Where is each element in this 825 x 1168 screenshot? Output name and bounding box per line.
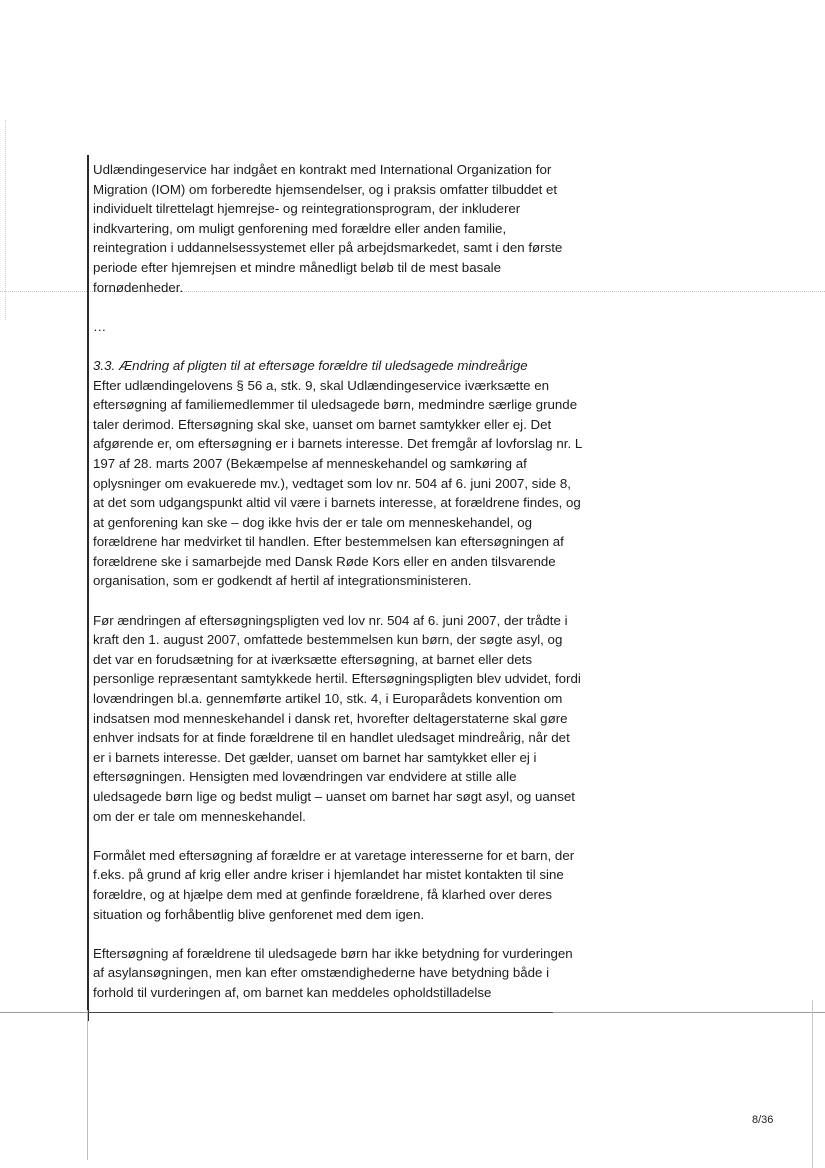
paragraph-search-obligation: Efter udlændingelovens § 56 a, stk. 9, skal Udlændingeservice iværksætte en eftersøgning af familiemedlemmer til uledsagede børn, medmindre særlige grunde taler derimod. Eftersøgning skal ske, uanset om barnet samtykker eller ej. Det afgørende er, om eftersøgning er i barnets interesse. Det fremgår af lovforslag nr. L 197 af 28. marts 2007 (Bekæmpelse af menneskehandel og samkøring af oplysninger om evakuerede mv.), vedtaget som lov nr. 504 af 6. juni 2007, side 8, at det som udgangspunkt altid vil være i barnets interesse, at forældrene findes, og at genforening kan ske – dog ikke hvis der er tale om menneskehandel, og forældrene har medvirket til handlen. Efter bestemmelsen kan eftersøgningen af forældrene ske i samarbejde med Dansk Røde Kors eller en anden tilsvarende organisation, som er godkendt af hertil af integrationsministeren. (93, 377, 582, 589)
page-number: 8/36 (752, 1114, 774, 1126)
section-heading: 3.3. Ændring af pligten til at eftersøge forældre til uledsagede mindreårige (93, 357, 528, 373)
paragraph-law-change: Før ændringen af eftersøgningspligten ved lov nr. 504 af 6. juni 2007, der trådte i kraft den 1. august 2007, omfattede bestemmelsen kun børn, der søgte asyl, og det var en forudsætning for at iværksætte eftersøgning, at barnet eller dets personlige repræsentant samtykkede hertil. Eftersøgningspligten blev udvidet, fordi lovændringen bl.a. gennemførte artikel 10, stk. 4, i Europarådets konvention om indsatsen mod menneskehandel i dansk ret, hvorefter deltagerstaterne skal gøre enhver indsats for at finde forældrene til en handlet uledsaget mindreårig, når det er i barnets interesse. Det gælder, uanset om barnet har samtykket eller ej i eftersøgningen. Hensigten med lovændringen var endvidere at stille alle uledsagede børn lige og bedst muligt – uanset om barnet har søgt asyl, og uanset om der er tale om menneskehandel. (93, 612, 581, 824)
lower-margin-rule (87, 1010, 88, 1160)
scan-left-edge (5, 120, 6, 320)
omission-ellipsis: … (93, 318, 107, 334)
strikethrough-line (88, 1012, 553, 1013)
paragraph-iom-contract: Udlændingeservice har indgået en kontrakt med International Organization for Migration (IOM) om forberedte hjemsendelser, og i praksis omfatter tilbuddet et individuelt tilrettelagt hjemrejse- og reintegrationsprogram, der inkluderer indkvartering, om muligt genforening med forældre eller anden familie, reintegration i uddannelsessystemet eller på arbejdsmarkedet, samt i den første periode efter hjemrejsen et mindre månedligt beløb til de mest basale fornødenheder. (93, 162, 563, 295)
paragraph-asylum-assessment: Eftersøgning af forældrene til uledsagede børn har ikke betydning for vurderingen af asylansøgningen, men kan efter omstændighederne have betydning både i forhold til vurderingen af, om barnet kan meddeles opholdstilladelse (93, 945, 573, 1000)
margin-rule (87, 155, 89, 1021)
paragraph-purpose: Formålet med eftersøgning af forældre er at varetage interesserne for et barn, der f.eks. på grund af krig eller andre kriser i hjemlandet har mistet kontakten til sine forældre, og at hjælpe dem med at genfinde forældrene, få klarhed over deres situation og forhåbentlig blive genforenet med dem igen. (93, 847, 575, 922)
scan-right-edge (812, 1000, 813, 1168)
body-text (93, 160, 583, 1003)
